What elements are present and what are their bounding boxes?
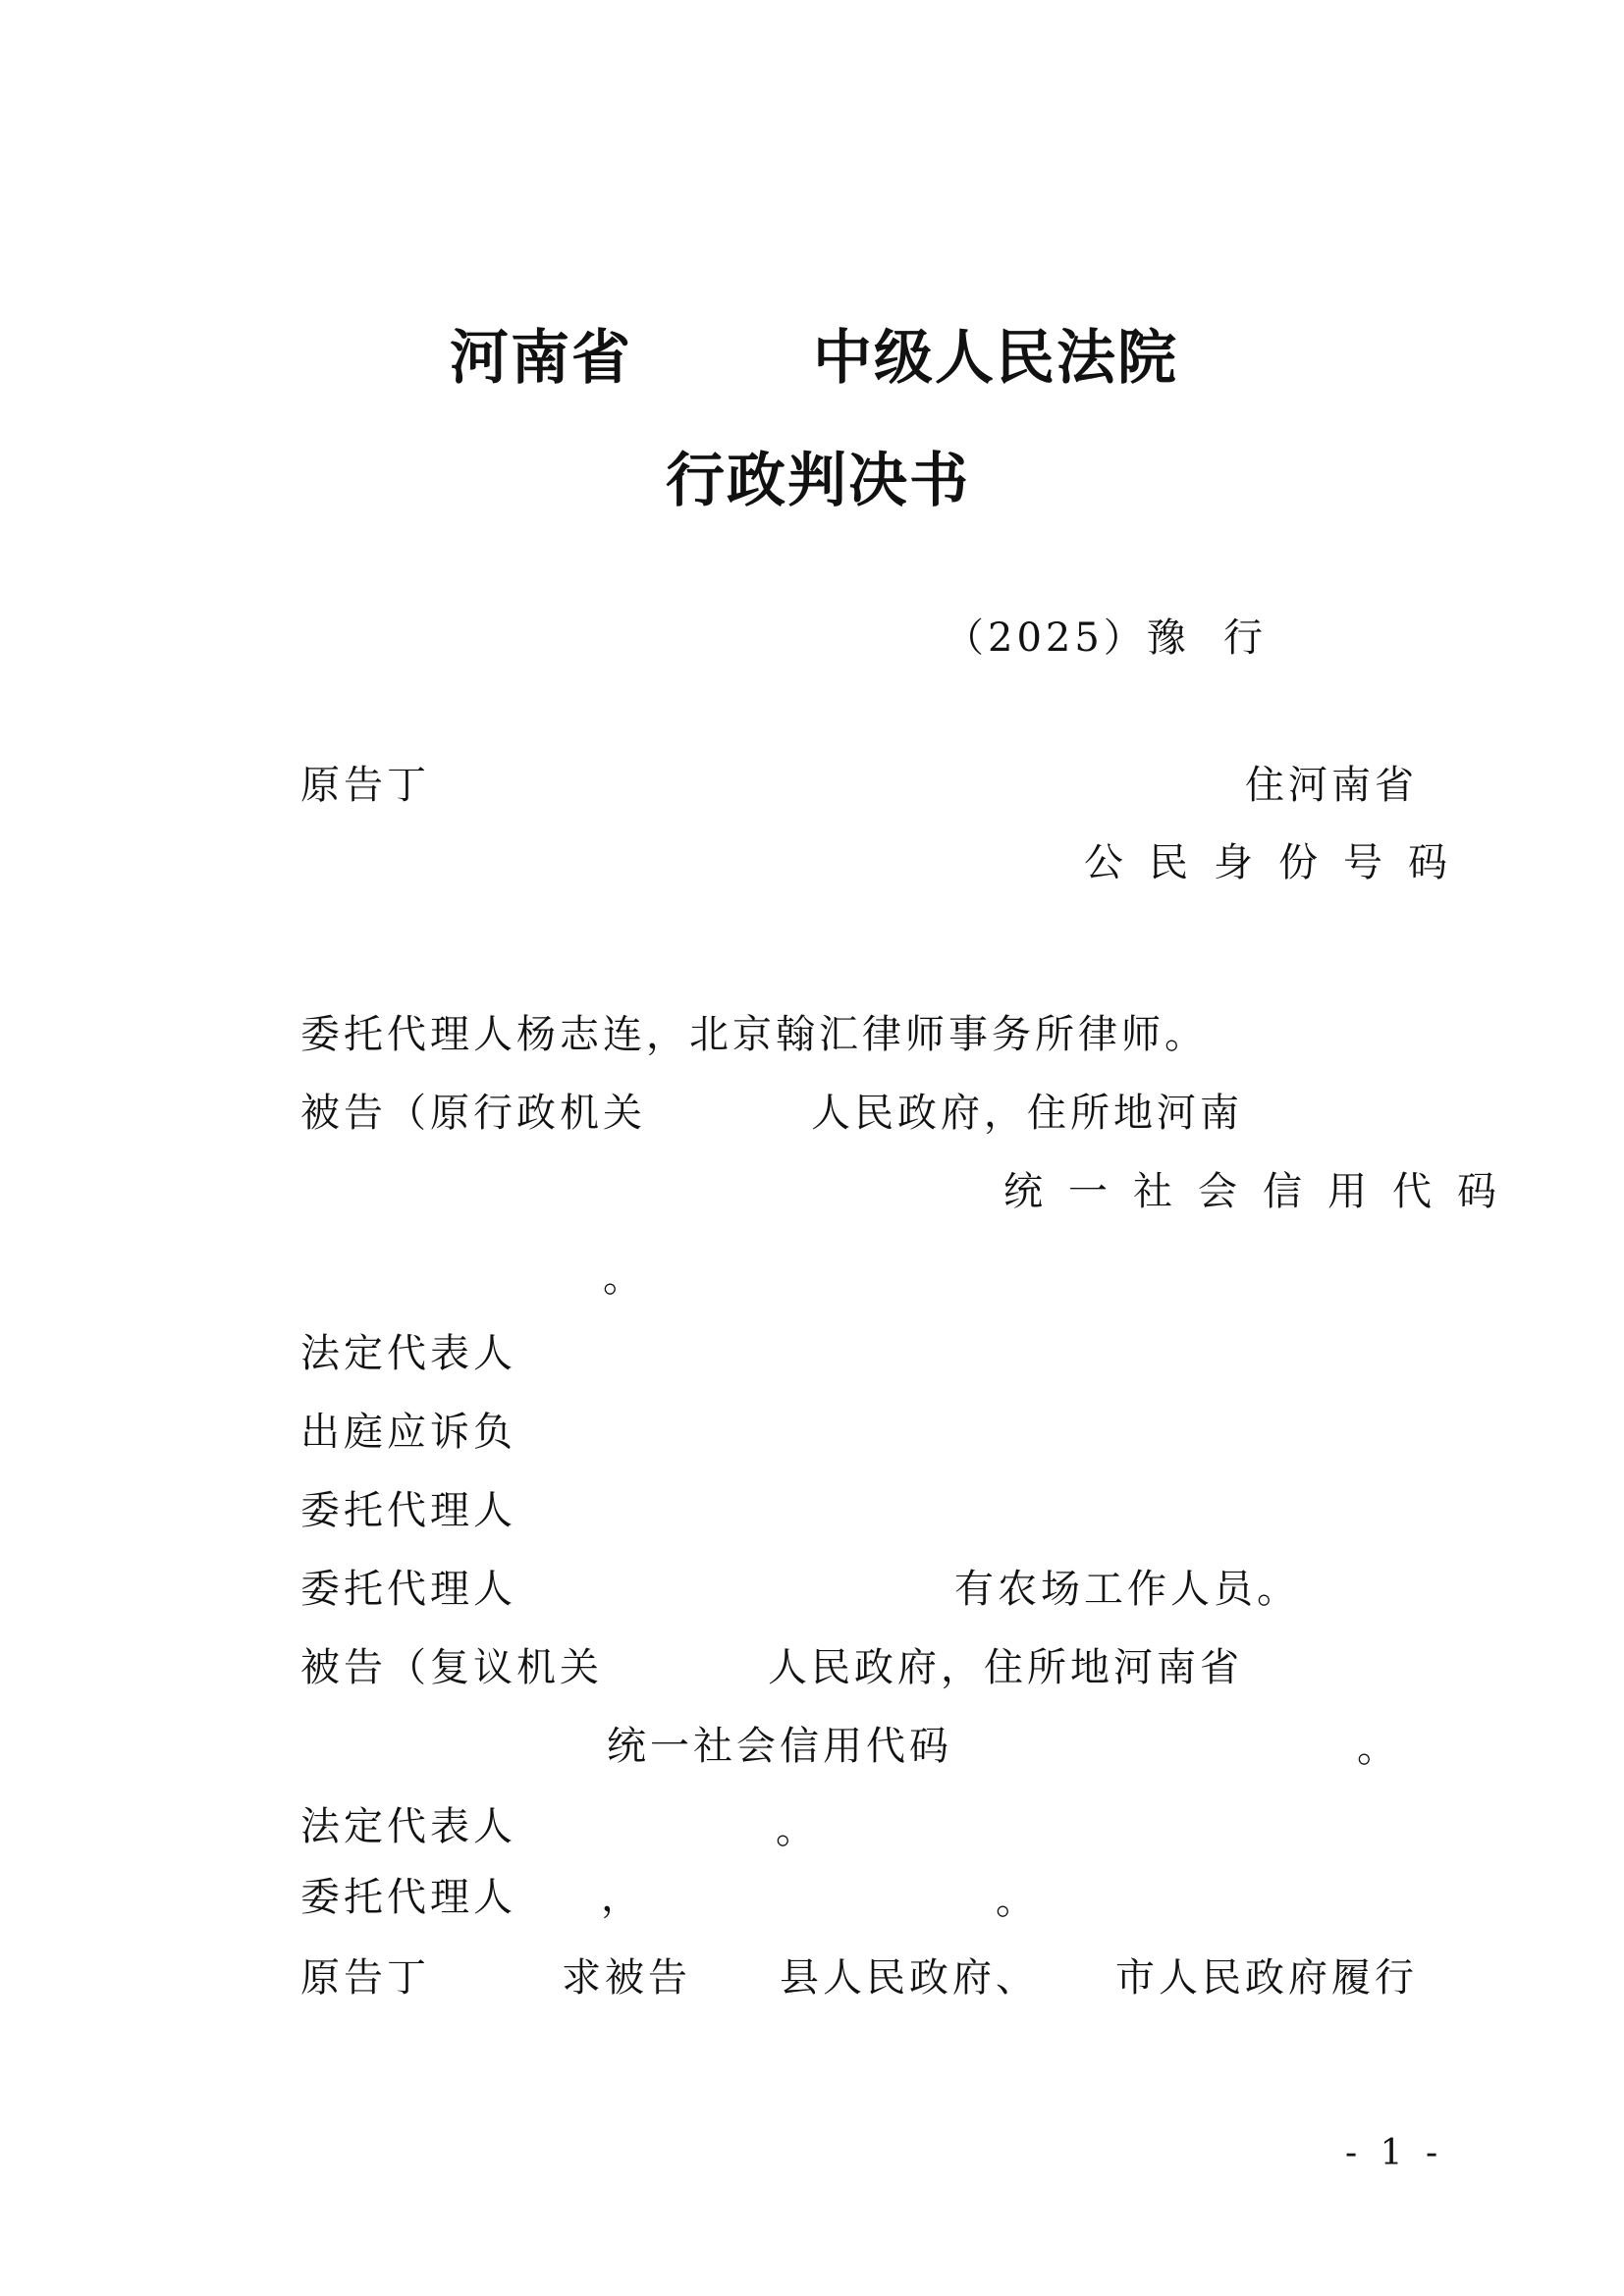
defendant2-name: 人民政府，住所地河南省 [768,1645,1243,1690]
defendant1-agent-b-desc: 有农场工作人员。 [954,1567,1300,1612]
plaintiff-agent: 委托代理人杨志连，北京翰汇律师事务所律师。 [300,1012,1208,1057]
defendant1-prefix: 被告（原行政机关 [300,1091,646,1136]
plaintiff-id-label: 公民身份号码 [1084,840,1473,885]
defendant2-legal-rep: 法定代表人 [300,1804,516,1849]
body-city-government: 市人民政府履行 [1115,1955,1418,2001]
defendant1-agent-a: 委托代理人 [300,1488,516,1533]
defendant1-legal-rep: 法定代表人 [300,1331,516,1376]
defendant1-end-mark: 。 [603,1255,646,1301]
defendant2-agent: 委托代理人 [300,1875,516,1920]
defendant1-court-responsible: 出庭应诉负 [300,1410,516,1455]
case-number-prefix: （2025）豫 [945,615,1190,661]
defendant1-agent-b: 委托代理人 [300,1567,516,1612]
defendant2-agent-comma: ， [601,1875,644,1920]
court-name-part1: 河南省 [450,324,632,393]
defendant2-agent-end-mark: 。 [996,1878,1039,1923]
defendant1-name: 人民政府，住所地河南 [811,1091,1243,1136]
defendant1-credit-label: 统一社会信用代码 [1003,1169,1522,1214]
defendant2-credit-end-mark: 。 [1357,1726,1400,1771]
plaintiff-label: 原告丁 [300,763,430,808]
body-county-government: 县人民政府、 [780,1955,1039,2001]
defendant2-credit-label: 统一社会信用代码 [607,1724,952,1769]
body-request: 求被告 [562,1955,691,2001]
case-number-suffix: 行 [1223,615,1267,661]
plaintiff-address: 住河南省 [1245,763,1418,808]
document-type-title: 行政判决书 [666,447,970,515]
defendant2-legal-rep-end-mark: 。 [776,1807,819,1852]
defendant2-prefix: 被告（复议机关 [300,1645,603,1690]
page-number: - 1 - [1345,2133,1444,2173]
court-name-part2: 中级人民法院 [813,324,1178,393]
body-plaintiff: 原告丁 [300,1955,430,2001]
